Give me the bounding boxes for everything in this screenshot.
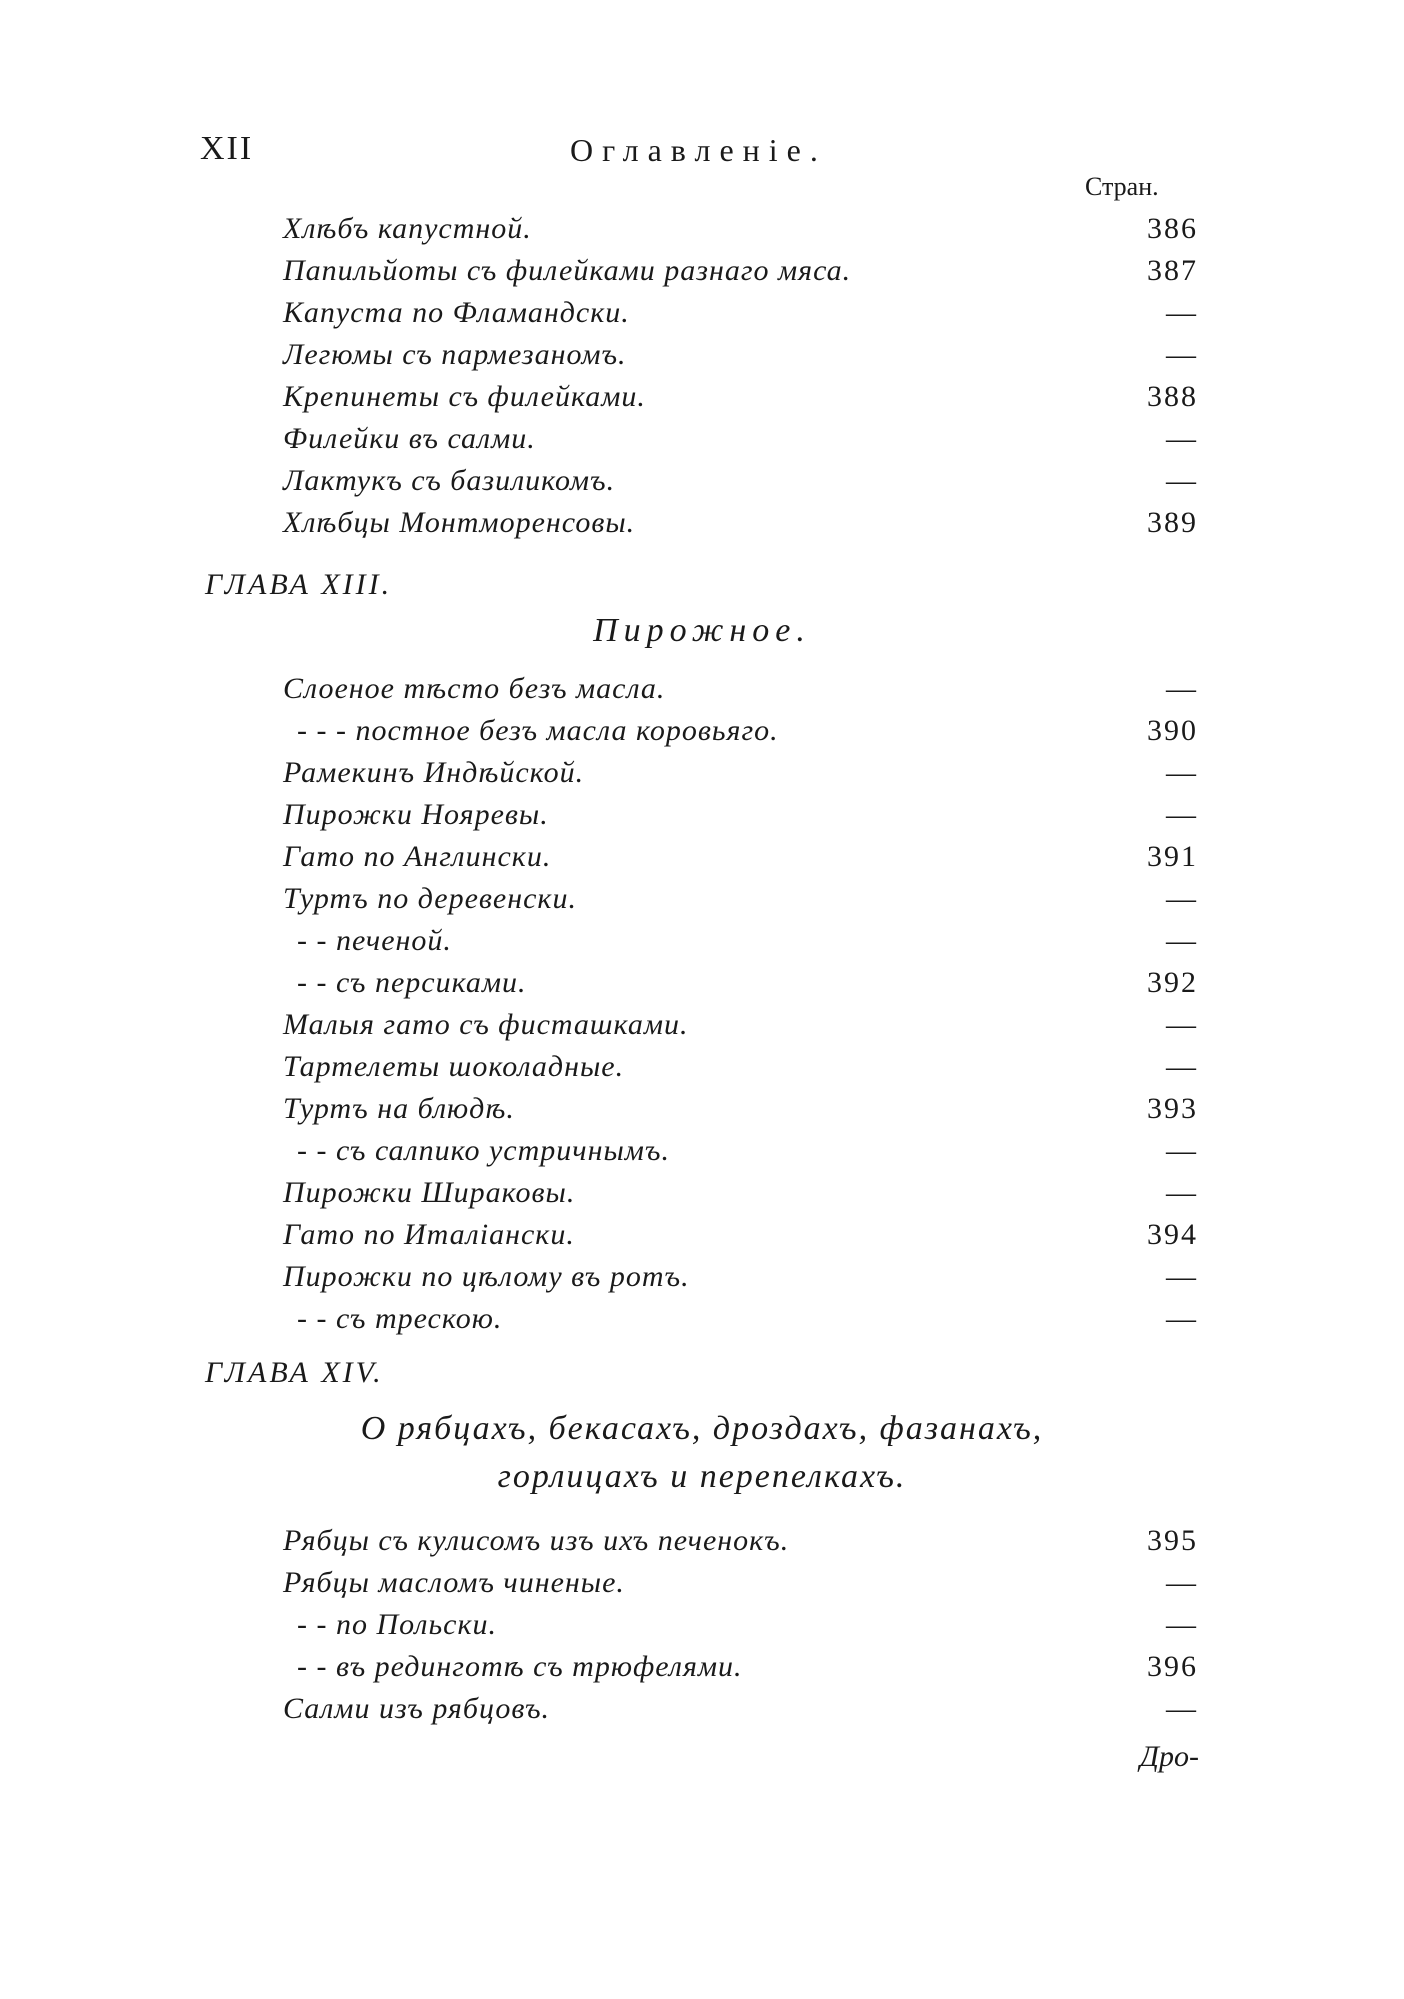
entry-label: - - - постное безъ масла коровьяго. bbox=[297, 714, 779, 747]
toc-entry bbox=[283, 422, 1198, 462]
entry-page: — bbox=[1166, 1260, 1198, 1293]
entry-page: 386 bbox=[1147, 212, 1198, 245]
entry-page: — bbox=[1166, 1176, 1198, 1209]
toc-entry bbox=[283, 296, 1198, 336]
toc-entry bbox=[283, 756, 1198, 796]
folio-number: XII bbox=[200, 130, 254, 167]
entry-label: Пирожки Нояревы. bbox=[283, 798, 549, 831]
entry-label: Рамекинъ Индѣйской. bbox=[283, 756, 585, 789]
toc-entry bbox=[283, 338, 1198, 378]
entry-page: 387 bbox=[1147, 254, 1198, 287]
entry-page: 388 bbox=[1147, 380, 1198, 413]
section-title-line2: горлицахъ и перепелкахъ. bbox=[497, 1458, 907, 1495]
entry-label: Туртъ по деревенски. bbox=[283, 882, 577, 915]
entry-page: — bbox=[1166, 798, 1198, 831]
entry-label: Рябцы масломъ чиненые. bbox=[283, 1566, 625, 1599]
toc-entry bbox=[283, 1302, 1198, 1342]
toc-entry bbox=[283, 1218, 1198, 1258]
entry-label: - - въ рединготѣ съ трюфелями. bbox=[297, 1650, 743, 1683]
entry-label: Рябцы съ кулисомъ изъ ихъ печенокъ. bbox=[283, 1524, 790, 1557]
entry-label: Туртъ на блюдѣ. bbox=[283, 1092, 515, 1125]
entry-label: Капуста по Фламандски. bbox=[283, 296, 630, 329]
toc-entry bbox=[283, 966, 1198, 1006]
entry-page: — bbox=[1166, 1692, 1198, 1725]
entry-page: 395 bbox=[1147, 1524, 1198, 1557]
toc-entry bbox=[283, 1566, 1198, 1606]
toc-entry bbox=[283, 380, 1198, 420]
entry-label: - - съ трескою. bbox=[297, 1302, 503, 1335]
entry-page: — bbox=[1166, 1050, 1198, 1083]
entry-label: - - печеной. bbox=[297, 924, 452, 957]
entry-label: Салми изъ рябцовъ. bbox=[283, 1692, 551, 1725]
toc-entry bbox=[283, 1092, 1198, 1132]
toc-entry bbox=[283, 924, 1198, 964]
toc-entry bbox=[283, 1008, 1198, 1048]
entry-page: — bbox=[1166, 1134, 1198, 1167]
toc-entry bbox=[283, 212, 1198, 252]
entry-page: 396 bbox=[1147, 1650, 1198, 1683]
entry-page: — bbox=[1166, 756, 1198, 789]
toc-entry bbox=[283, 506, 1198, 546]
toc-entry bbox=[283, 1260, 1198, 1300]
entry-page: 392 bbox=[1147, 966, 1198, 999]
toc-entry bbox=[283, 1650, 1198, 1690]
entry-label: Гато по Италіански. bbox=[283, 1218, 575, 1251]
toc-entry bbox=[283, 840, 1198, 880]
toc-entry bbox=[283, 1608, 1198, 1648]
entry-page: — bbox=[1166, 422, 1198, 455]
chapter-heading: ГЛАВА XIII. bbox=[205, 568, 393, 601]
entry-label: - - по Польски. bbox=[297, 1608, 497, 1641]
toc-entry bbox=[283, 1692, 1198, 1732]
entry-label: Хлѣбцы Монтморенсовы. bbox=[283, 506, 636, 539]
entry-page: — bbox=[1166, 338, 1198, 371]
entry-label: Пирожки Шираковы. bbox=[283, 1176, 576, 1209]
entry-page: — bbox=[1166, 296, 1198, 329]
entry-page: — bbox=[1166, 882, 1198, 915]
toc-entry bbox=[283, 672, 1198, 712]
toc-entry bbox=[283, 882, 1198, 922]
entry-page: 390 bbox=[1147, 714, 1198, 747]
section-title-line1: О рябцахъ, бекасахъ, дроздахъ, фазанахъ, bbox=[360, 1410, 1044, 1447]
entry-page: — bbox=[1166, 1302, 1198, 1335]
entry-label: Малыя гато съ фисташками. bbox=[283, 1008, 689, 1041]
entry-label: Крепинеты съ филейками. bbox=[283, 380, 646, 413]
entry-page: — bbox=[1166, 464, 1198, 497]
entry-label: Хлѣбъ капустной. bbox=[283, 212, 532, 245]
entry-page: — bbox=[1166, 1566, 1198, 1599]
entry-page: 391 bbox=[1147, 840, 1198, 873]
running-title: Оглавленіе. bbox=[570, 132, 827, 168]
entry-label: Тартелеты шоколадные. bbox=[283, 1050, 625, 1083]
catchword: Дро- bbox=[1139, 1740, 1199, 1773]
entry-page: — bbox=[1166, 924, 1198, 957]
entry-label: Гато по Англински. bbox=[283, 840, 552, 873]
toc-entry bbox=[283, 714, 1198, 754]
entry-page: 394 bbox=[1147, 1218, 1198, 1251]
entry-label: Слоеное тѣсто безъ масла. bbox=[283, 672, 666, 705]
entry-page: — bbox=[1166, 1008, 1198, 1041]
toc-entry bbox=[283, 254, 1198, 294]
entry-label: Филейки въ салми. bbox=[283, 422, 536, 455]
toc-entry bbox=[283, 464, 1198, 504]
entry-label: Папильйоты съ филейками разнаго мяса. bbox=[283, 254, 852, 287]
entry-label: Пирожки по цѣлому въ ротъ. bbox=[283, 1260, 690, 1293]
entry-page: 393 bbox=[1147, 1092, 1198, 1125]
page-header bbox=[200, 130, 1200, 180]
entry-page: — bbox=[1166, 672, 1198, 705]
toc-entry bbox=[283, 1050, 1198, 1090]
toc-entry bbox=[283, 1134, 1198, 1174]
entry-page: — bbox=[1166, 1608, 1198, 1641]
entry-label: Лактукъ съ базиликомъ. bbox=[283, 464, 616, 497]
toc-entry bbox=[283, 1176, 1198, 1216]
entry-label: Легюмы съ пармезаномъ. bbox=[283, 338, 627, 371]
chapter-heading: ГЛАВА XIV. bbox=[205, 1356, 384, 1389]
toc-entry bbox=[283, 798, 1198, 838]
toc-entry bbox=[283, 1524, 1198, 1564]
entry-label: - - съ салпико устричнымъ. bbox=[297, 1134, 671, 1167]
entry-page: 389 bbox=[1147, 506, 1198, 539]
section-title: Пирожное. bbox=[593, 612, 811, 649]
page-column-heading: Стран. bbox=[1085, 172, 1159, 201]
entry-label: - - съ персиками. bbox=[297, 966, 527, 999]
